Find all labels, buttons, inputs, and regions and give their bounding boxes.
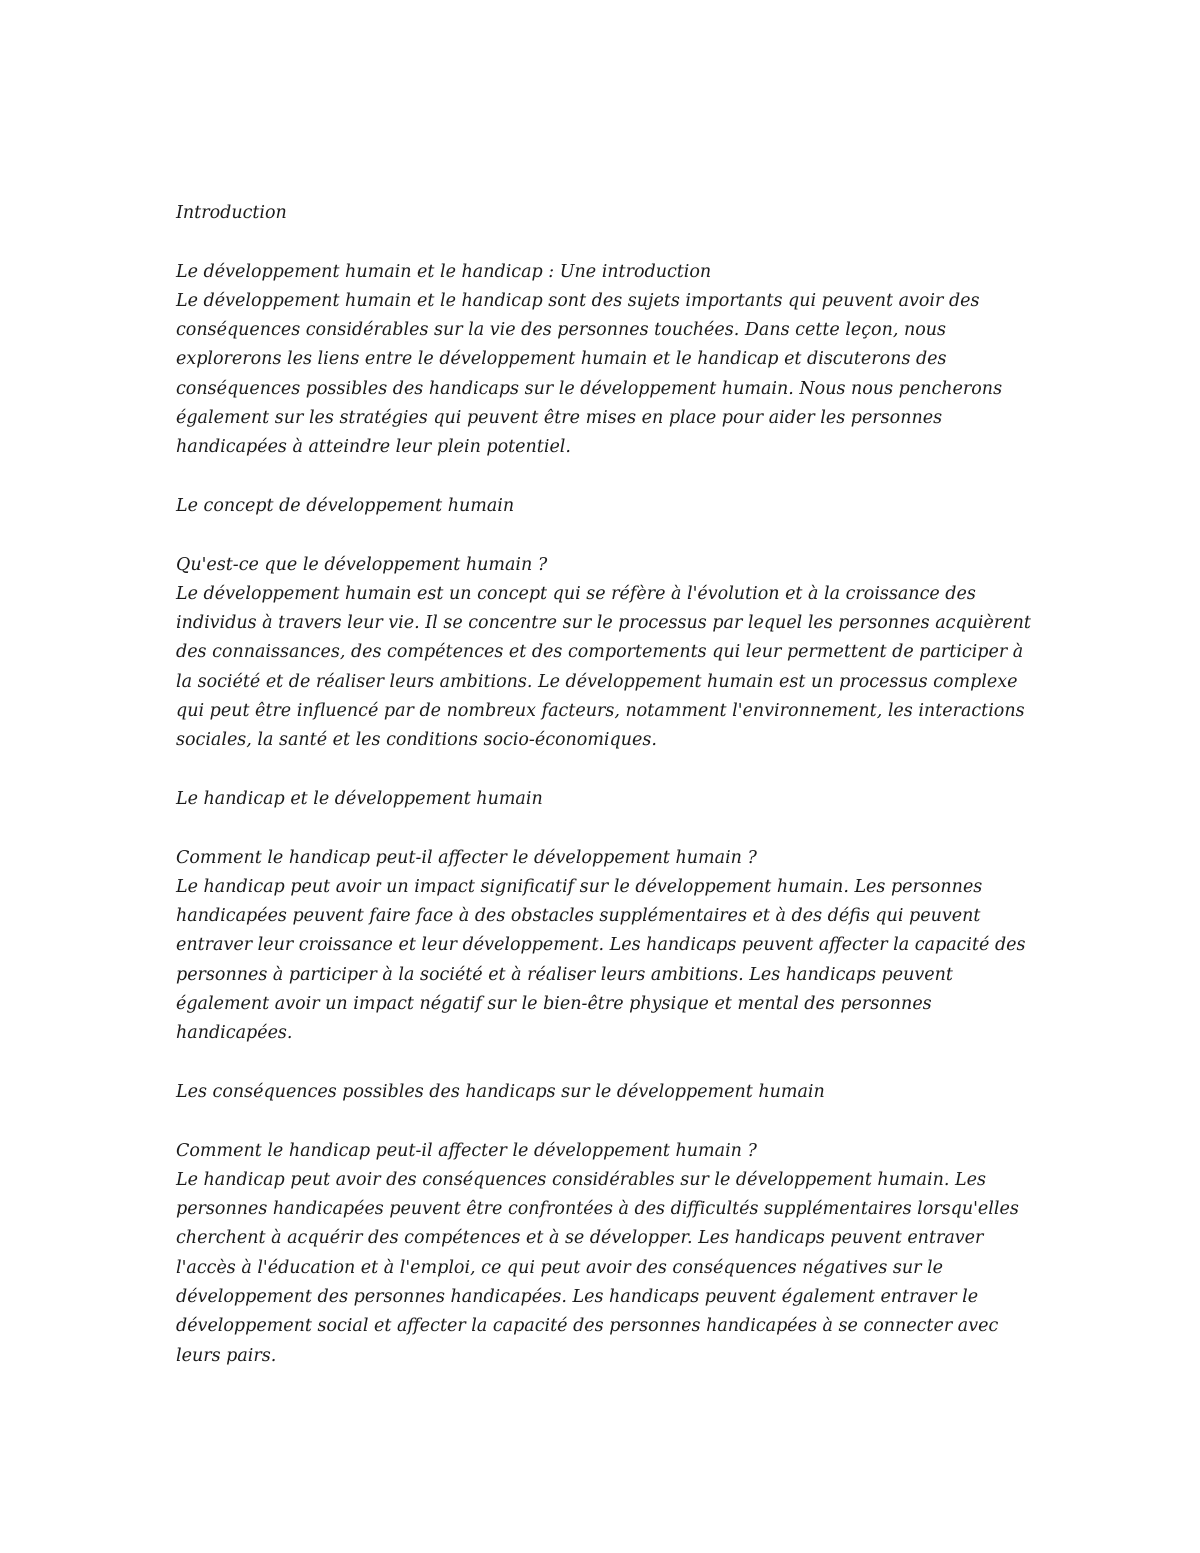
- section-4-body: Le handicap peut avoir des conséquences considérables sur le développement humain. Les personnes handicapées peuvent être confrontées à des difficultés supplémentaires lorsqu'elles cherchent à acquérir des compétences et à se développer. Les handicaps peuvent entraver l'accès à l'éducation et à l'emploi, ce qui peut avoir des conséquences négatives sur le développement des personnes handicapées. Les handicaps peuvent également entraver le développement social et affecter la capacité des personnes handicapées à se connecter avec leurs pairs.: [176, 1169, 1019, 1366]
- section-4-heading: Comment le handicap peut-il affecter le développement humain ?: [176, 1140, 757, 1161]
- document-content: [176, 199, 1036, 1371]
- section-3-heading: Comment le handicap peut-il affecter le développement humain ?: [176, 847, 757, 868]
- section-3-body: Le handicap peut avoir un impact significatif sur le développement humain. Les personnes handicapées peuvent faire face à des obstacles supplémentaires et à des défis qui peuvent entraver leur croissance et leur développement. Les handicaps peuvent affecter la capacité des personnes à participer à la société et à réaliser leurs ambitions. Les handicaps peuvent également avoir un impact négatif sur le bien-être physique et mental des personnes handicapées.: [176, 876, 1026, 1044]
- spacer: [176, 1049, 1036, 1078]
- section-2-title: Le concept de développement humain: [176, 495, 515, 516]
- spacer: [176, 521, 1036, 550]
- section-2-body: Le développement humain est un concept qui se réfère à l'évolution et à la croissance des individus à travers leur vie. Il se concentre sur le processus par lequel les personnes acquièrent des connaissances, des compétences et des comportements qui leur permettent de participer à la société et de réaliser leurs ambitions. Le développement humain est un processus complexe qui peut être influencé par de nombreux facteurs, notamment l'environnement, les interactions sociales, la santé et les conditions socio-économiques.: [176, 583, 1031, 751]
- document-title: Introduction: [176, 203, 287, 223]
- section-1-heading: Le développement humain et le handicap : Une introduction: [176, 261, 712, 282]
- spacer: [176, 228, 1036, 257]
- spacer: [176, 756, 1036, 785]
- spacer: [176, 1107, 1036, 1136]
- section-1-body: Le développement humain et le handicap sont des sujets importants qui peuvent avoir des conséquences considérables sur la vie des personnes touchées. Dans cette leçon, nous explorerons les liens entre le développement humain et le handicap et discuterons des conséquences possibles des handicaps sur le développement humain. Nous nous pencherons également sur les stratégies qui peuvent être mises en place pour aider les personnes handicapées à atteindre leur plein potentiel.: [176, 290, 1003, 458]
- section-4-title: Les conséquences possibles des handicaps sur le développement humain: [176, 1081, 825, 1102]
- section-2-heading: Qu'est-ce que le développement humain ?: [176, 554, 548, 575]
- spacer: [176, 463, 1036, 492]
- spacer: [176, 814, 1036, 843]
- section-3-title: Le handicap et le développement humain: [176, 788, 543, 809]
